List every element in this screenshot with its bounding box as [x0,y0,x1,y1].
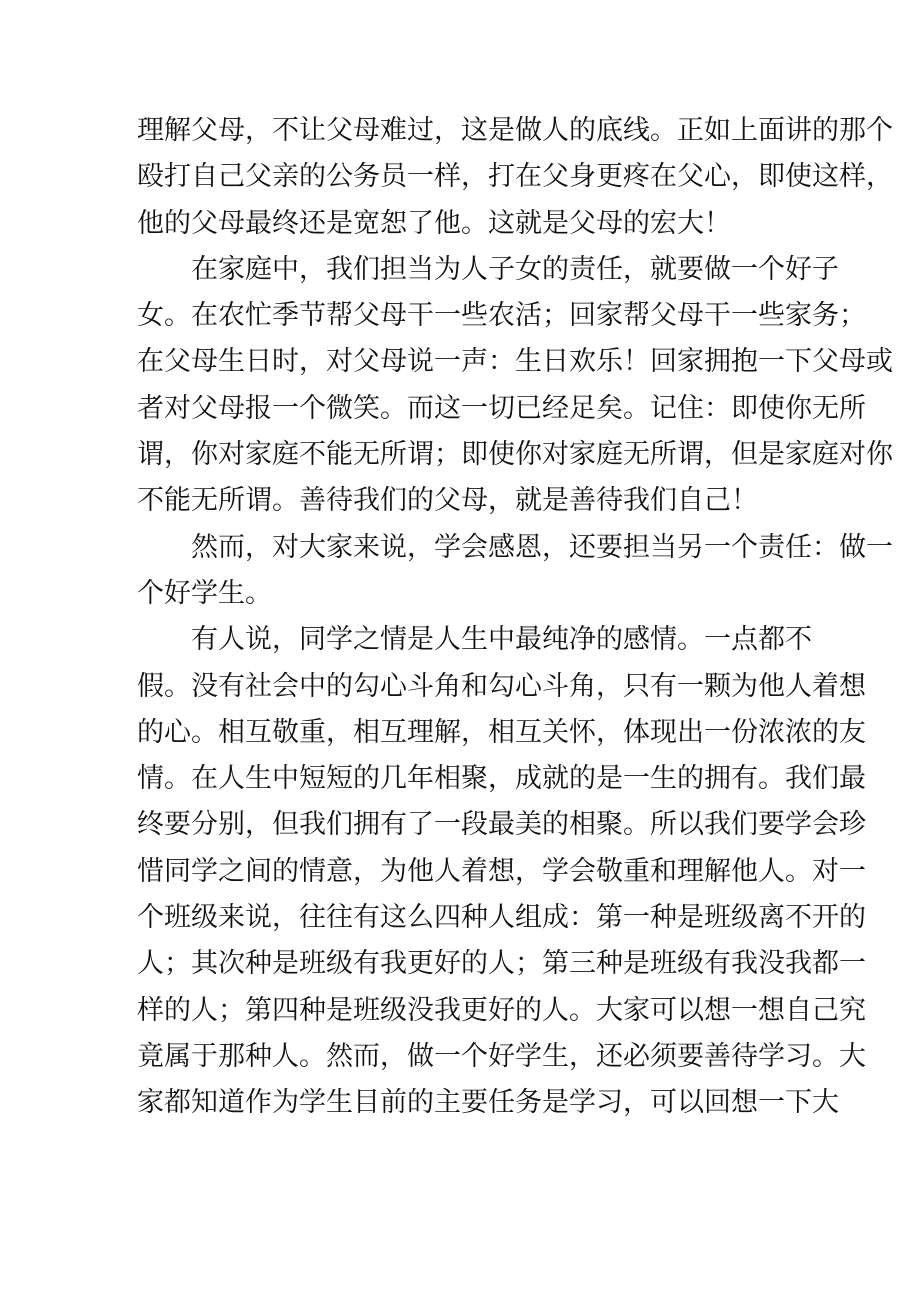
text-line: 情。在人生中短短的几年相聚，成就的是一生的拥有。我们最 [137,763,866,795]
text-line: 在父母生日时，对父母说一声：生日欢乐！回家拥抱一下父母或 [137,346,893,378]
text-line: 理解父母，不让父母难过，这是做人的底线。正如上面讲的那个 [137,115,893,146]
text-line: 女。在农忙季节帮父母干一些农活；回家帮父母干一些家务； [137,300,866,332]
text-line: 殴打自己父亲的公务员一样，打在父身更疼在父心，即使这样， [137,161,893,193]
text-line: 家都知道作为学生目前的主要任务是学习，可以回想一下大 [137,1087,839,1119]
text-line: 个班级来说，往往有这么四种人组成：第一种是班级离不开的 [137,902,866,934]
text-line: 样的人；第四种是班级没我更好的人。大家可以想一想自己究 [137,994,866,1026]
text-line: 人；其次种是班级有我更好的人；第三种是班级有我没我都一 [137,948,866,980]
paragraph-first-line: 有人说，同学之情是人生中最纯净的感情。一点都不 [191,624,812,656]
text-line: 不能无所谓。善待我们的父母，就是善待我们自己！ [137,485,758,517]
text-line: 谓，你对家庭不能无所谓；即使你对家庭无所谓，但是家庭对你 [137,439,893,471]
text-line: 惜同学之间的情意，为他人着想，学会敬重和理解他人。对一 [137,855,866,887]
text-line: 的心。相互敬重，相互理解，相互关怀，体现出一份浓浓的友 [137,716,866,748]
text-line: 假。没有社会中的勾心斗角和勾心斗角，只有一颗为他人着想 [137,670,866,702]
document-body [137,108,893,1127]
paragraph-first-line: 在家庭中，我们担当为人子女的责任，就要做一个好子 [191,253,839,285]
text-line: 个好学生。 [137,577,272,609]
paragraph-first-line: 然而，对大家来说，学会感恩，还要担当另一个责任：做一 [191,531,893,563]
text-line: 终要分别，但我们拥有了一段最美的相聚。所以我们要学会珍 [137,809,866,841]
text-line: 者对父母报一个微笑。而这一切已经足矣。记住：即使你无所 [137,392,866,424]
text-line: 竟属于那种人。然而，做一个好学生，还必须要善待学习。大 [137,1040,866,1072]
text-line: 他的父母最终还是宽恕了他。这就是父母的宏大！ [137,207,731,239]
